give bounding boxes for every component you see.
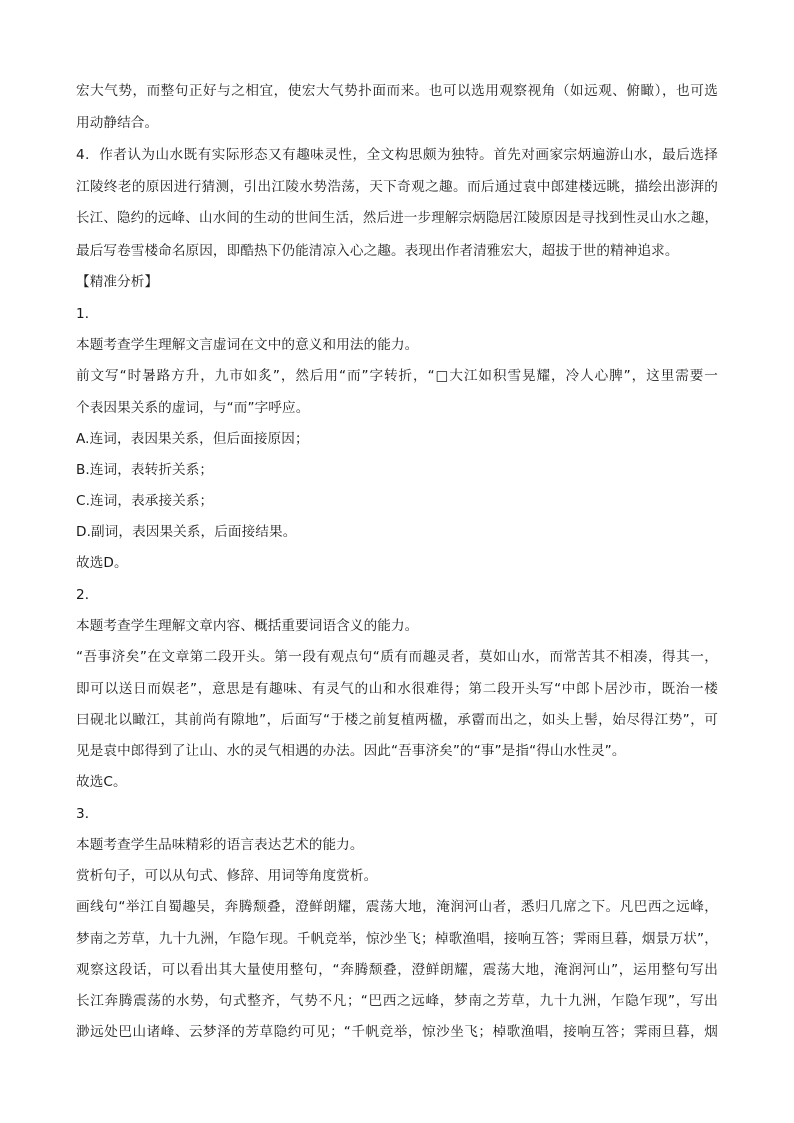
option-c: C.连词，表承接关系；: [76, 493, 214, 509]
text-line-11: 个表因果关系的虚词，与“而”字呼应。: [76, 400, 310, 416]
option-b: B.连词，表转折关系；: [76, 462, 214, 478]
answer-1: 故选D。: [76, 555, 128, 571]
text-line-10: 前文写“时暑路方升，九市如炙”，然后用“而”字转折，“□大江如积雪晃耀，冷人心脾”，这里需要一: [76, 368, 718, 384]
text-line-21: 曰砚北以瞰江，其前尚有隙地”，后面写“于楼之前复植两楹，承霤而出之，如头上髻，始尽得江势”，可: [76, 712, 718, 728]
option-a: A.连词，表因果关系，但后面接原因；: [76, 431, 309, 447]
item-number-2: 2．: [76, 587, 99, 603]
text-line-19: “吾事济矣”在文章第二段开头。第一段有观点句“质有而趣灵者，莫如山水，而常苦其不相凑，得其一，: [76, 649, 718, 665]
text-line-6: 最后写卷雪楼命名原因，即酷热下仍能清凉入心之趣。表现出作者清雅宏大，超拔于世的精神追求。: [76, 243, 679, 259]
text-line-30: 长江奔腾震荡的水势，句式整齐，气势不凡；“巴西之远峰，梦南之芳草，九十九洲，乍隐乍现”，写出: [76, 993, 718, 1009]
text-line-3: 4．作者认为山水既有实际形态又有趣味灵性，全文构思颇为独特。首先对画家宗炳遍游山水，最后选择: [76, 147, 718, 163]
text-line-1: 宏大气势，而整句正好与之相宜，使宏大气势扑面而来。也可以选用观察视角（如远观、俯瞰），也可选: [76, 83, 718, 99]
option-d: D.副词，表因果关系，后面接结果。: [76, 524, 297, 540]
text-line-2: 用动静结合。: [76, 115, 159, 131]
text-line-9: 本题考查学生理解文言虚词在文中的意义和用法的能力。: [76, 337, 419, 353]
text-line-29: 观察这段话，可以看出其大量使用整句，“奔腾颓叠，澄鲜朗耀，震荡大地，淹润河山”，运用整句写出: [76, 962, 718, 978]
text-line-25: 本题考查学生品味精彩的语言表达艺术的能力。: [76, 837, 364, 853]
text-line-27: 画线句“举江自蜀趣吴，奔腾颓叠，澄鲜朗耀，震荡大地，淹润河山者，悉归几席之下。凡巴西之远峰，: [76, 899, 718, 915]
text-line-20: 即可以送日而娱老”，意思是有趣味、有灵气的山和水很难得；第二段开头写“中郎卜居沙市，既治一楼: [76, 681, 718, 697]
text-line-5: 长江、隐约的远峰、山水间的生动的世间生活，然后进一步理解宗炳隐居江陵原因是寻找到性灵山水之趣，: [76, 211, 718, 226]
text-line-4: 江陵终老的原因进行猜测，引出江陵水势浩荡，天下奇观之趣。而后通过袁中郎建楼远眺，描绘出澎湃的: [76, 179, 718, 195]
answer-2: 故选C。: [76, 774, 127, 790]
text-line-22: 见是袁中郎得到了让山、水的灵气相遇的办法。因此“吾事济矣”的“事”是指“得山水性灵”。: [76, 743, 626, 759]
item-number-3: 3．: [76, 806, 99, 822]
text-line-18: 本题考查学生理解文章内容、概括重要词语含义的能力。: [76, 618, 419, 634]
text-line-26: 赏析句子，可以从句式、修辞、用词等角度赏析。: [76, 868, 378, 884]
text-line-31: 渺远处巴山诸峰、云梦泽的芳草隐约可见；“千帆竞举，惊沙坐飞；棹歌渔唱，接响互答；霁雨旦暮，烟: [76, 1024, 718, 1040]
section-heading: 【精准分析】: [76, 274, 159, 290]
item-number-1: 1．: [76, 306, 99, 322]
text-line-28: 梦南之芳草，九十九洲，乍隐乍现。千帆竞举，惊沙坐飞；棹歌渔唱，接响互答；霁雨旦暮，烟景万状”，: [76, 931, 718, 947]
